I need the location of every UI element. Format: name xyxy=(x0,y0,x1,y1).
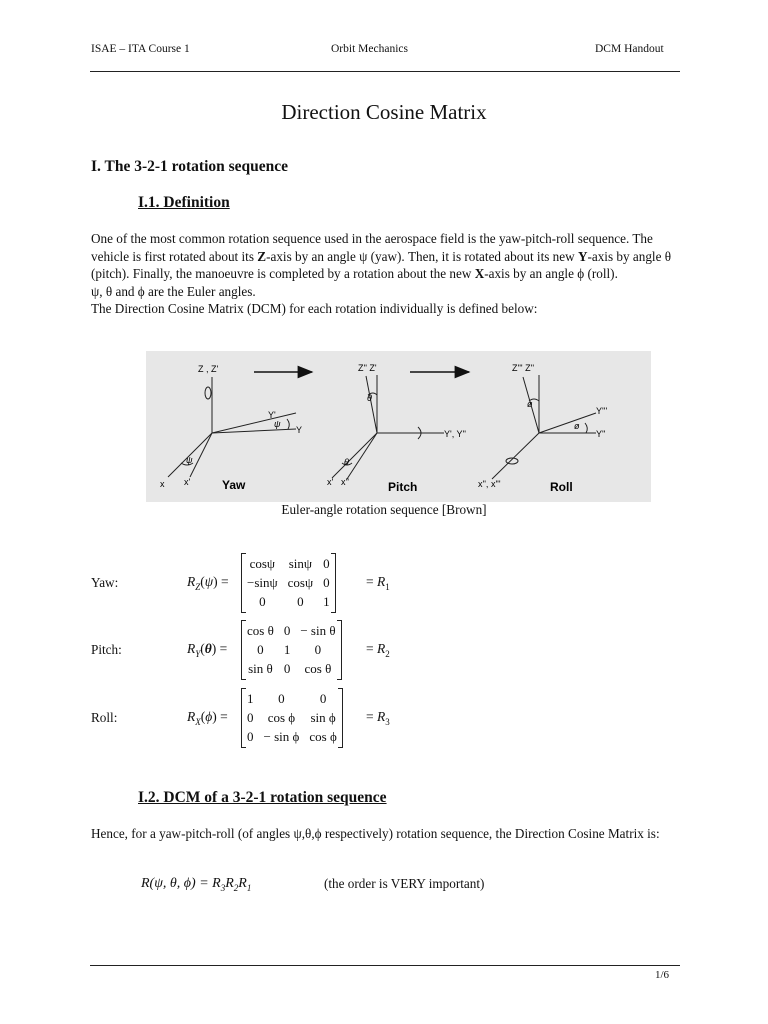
pitch-matrix-rhs: = $R_2$ xyxy=(366,641,390,659)
roll-angle-symbol-right: ø xyxy=(574,421,580,431)
page-title: Direction Cosine Matrix xyxy=(281,100,487,124)
dcm-intro-line: The Direction Cosine Matrix (DCM) for each rotation individually is defined below: xyxy=(91,301,538,317)
page-number: 1/6 xyxy=(655,969,670,981)
yaw-matrix-row xyxy=(91,553,411,613)
pitch-x-prime-label: x' xyxy=(327,477,334,487)
roll-matrix-rhs: = $R_3$ xyxy=(366,709,390,727)
definition-paragraph xyxy=(91,230,676,318)
yaw-right-label-1: Y' xyxy=(268,410,276,420)
dcm-paragraph: Hence, for a yaw-pitch-roll (of angles ψ,θ,ϕ respectively) rotation sequence, the Direction Cosine Matrix is: xyxy=(91,826,660,841)
pitch-vertical-label: Z'' Z' xyxy=(358,363,377,373)
roll-caption: Roll xyxy=(550,480,573,494)
figure-caption: Euler-angle rotation sequence [Brown] xyxy=(281,502,487,517)
roll-vertical-label: Z''' Z'' xyxy=(512,363,535,373)
section-heading: I. The 3-2-1 rotation sequence xyxy=(91,158,289,175)
roll-angle-symbol-top: ø xyxy=(527,399,533,409)
roll-label: Roll: xyxy=(91,710,118,725)
pitch-angle-symbol-top: θ xyxy=(367,393,372,403)
footer-rule xyxy=(90,965,680,966)
roll-matrix-row xyxy=(91,688,411,748)
header-rule xyxy=(90,71,680,72)
yaw-right-label-2: Y xyxy=(296,425,303,435)
yaw-matrix-rhs: = $R_1$ xyxy=(366,574,390,592)
subsection-heading-dcm: I.2. DCM of a 3-2-1 rotation sequence xyxy=(138,789,387,806)
roll-frame xyxy=(492,375,596,479)
header-subject: Orbit Mechanics xyxy=(331,43,408,55)
roll-right-label-1: Y''' xyxy=(596,406,608,416)
yaw-matrix-lhs: $R_Z(\psi)$ = xyxy=(187,574,229,592)
pitch-right-label: Y', Y'' xyxy=(444,429,466,439)
yaw-angle-symbol-bottom: ψ xyxy=(186,455,193,465)
yaw-caption: Yaw xyxy=(222,478,246,492)
euler-rotation-figure xyxy=(146,351,651,502)
yaw-label: Yaw: xyxy=(91,575,119,590)
yaw-angle-symbol-right: ψ xyxy=(274,419,281,429)
pitch-angle-symbol-bottom: θ xyxy=(344,457,349,467)
euler-rotation-diagram xyxy=(146,351,651,502)
roll-matrix: 1 0 0 0 cos ϕ sin ϕ 0 − sin ϕ cos ϕ xyxy=(241,688,343,748)
header-course: ISAE – ITA Course 1 xyxy=(91,43,190,55)
yaw-x-prime-label: x' xyxy=(184,477,191,487)
pitch-caption: Pitch xyxy=(388,480,418,494)
dcm-equation: R(ψ, θ, $\phi) = R_3R_2R_1$ xyxy=(141,876,252,893)
euler-angles-line: ψ, θ and ϕ are the Euler angles. xyxy=(91,283,256,299)
header-doc-type: DCM Handout xyxy=(595,43,664,55)
yaw-x-label: x xyxy=(160,479,165,489)
pitch-matrix-lhs: $R_Y(\theta)$ = xyxy=(187,641,228,659)
yaw-vertical-label: Z , Z' xyxy=(198,364,219,374)
pitch-matrix-row xyxy=(91,620,411,680)
equation-note: (the order is VERY important) xyxy=(324,876,485,891)
subsection-heading-definition: I.1. Definition xyxy=(138,194,230,211)
pitch-label: Pitch: xyxy=(91,642,122,657)
roll-right-label-2: Y'' xyxy=(596,429,606,439)
definition-text: One of the most common rotation sequence used in the aerospace field is the yaw-pitch-roll sequence. The vehicle is first rotated about its Z-axis by an angle ψ (yaw). Then, it is rotated about its new Y-axis by angle θ (pitch). Finally, the manoeuvre is completed by a rotation about the new X-axis by an angle ϕ (roll). xyxy=(91,231,672,282)
pitch-x-double-prime-label: x'' xyxy=(341,477,349,487)
yaw-matrix: cosψ sinψ 0 −sinψ cosψ 0 0 0 1 xyxy=(241,553,336,613)
pitch-matrix: cos θ 0 − sin θ 0 1 0 sin θ 0 cos θ xyxy=(241,620,342,680)
roll-matrix-lhs: $R_X(\phi)$ = xyxy=(187,709,228,727)
roll-x-label: x'', x''' xyxy=(478,479,501,489)
